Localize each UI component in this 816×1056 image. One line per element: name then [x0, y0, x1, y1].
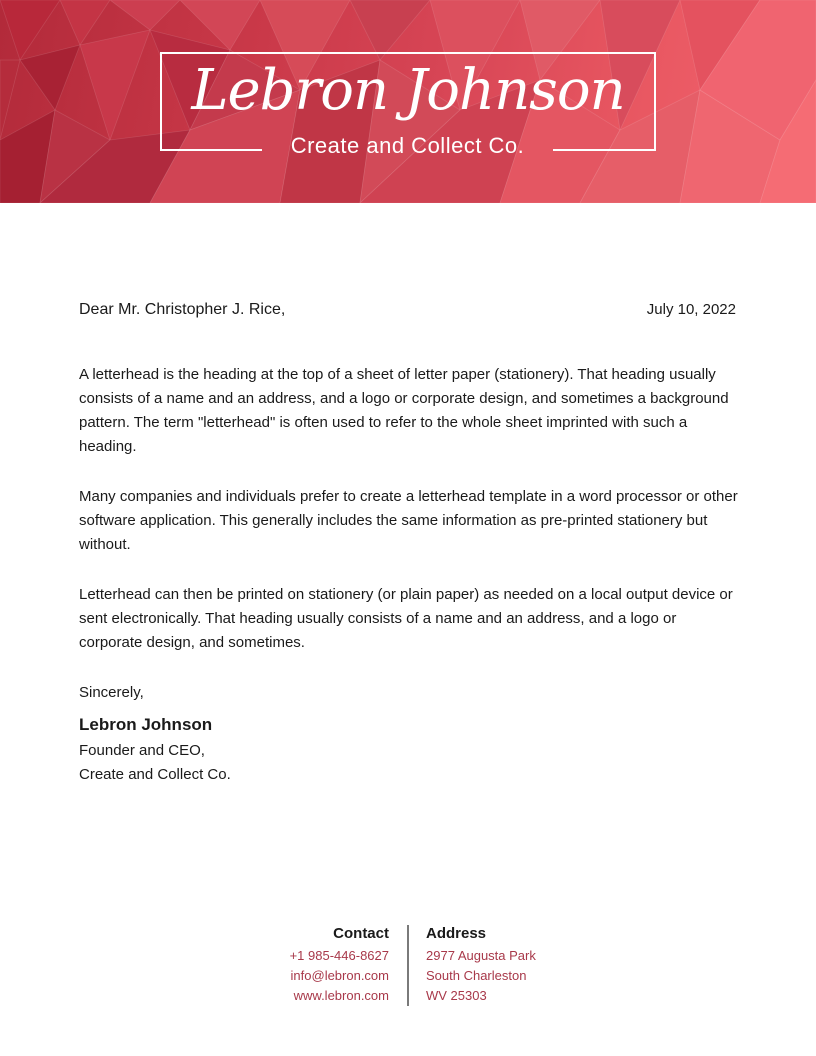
address-state-zip: WV 25303 — [426, 988, 487, 1003]
footer-contact — [240, 922, 389, 1006]
signature-name: Lebron Johnson — [79, 715, 213, 734]
contact-phone[interactable]: +1 985-446-8627 — [289, 948, 389, 963]
letter-closing: Sincerely, — [79, 684, 144, 701]
frame-bottom-left-rule — [160, 149, 262, 151]
footer-divider — [407, 925, 409, 1006]
address-street: 2977 Augusta Park — [426, 948, 536, 963]
contact-website[interactable]: www.lebron.com — [293, 988, 389, 1003]
signature-role: Founder and CEO, — [79, 742, 205, 759]
letterhead-banner — [0, 0, 816, 203]
address-heading: Address — [426, 925, 487, 942]
letter-body — [79, 363, 739, 681]
body-paragraph: A letterhead is the heading at the top of a sheet of letter paper (stationery). That heading usually consists of a name and an address, and a logo or corporate design, and sometimes a background pattern. The term "letterhead" is often used to refer to the whole sheet imprinted with such a heading. — [79, 366, 729, 455]
signature-company: Create and Collect Co. — [79, 766, 231, 783]
body-paragraph: Letterhead can then be printed on stationery (or plain paper) as needed on a local output device or sent electronically. That heading usually consists of a name and an address, and a logo or corporate design, and sometimes. — [79, 586, 733, 651]
frame-bottom-right-rule — [553, 149, 656, 151]
letter-date: July 10, 2022 — [646, 301, 736, 318]
letterhead-name: Lebron Johnson — [191, 58, 625, 123]
contact-email[interactable]: info@lebron.com — [290, 968, 389, 983]
contact-heading: Contact — [333, 925, 389, 942]
footer-address — [426, 922, 626, 1006]
letterhead-company: Create and Collect Co. — [290, 133, 525, 158]
body-paragraph: Many companies and individuals prefer to create a letterhead template in a word processor or other software application. This generally includes the same information as pre-printed stationery but without. — [79, 488, 738, 553]
address-city: South Charleston — [426, 968, 527, 983]
letter-greeting: Dear Mr. Christopher J. Rice, — [79, 301, 286, 318]
